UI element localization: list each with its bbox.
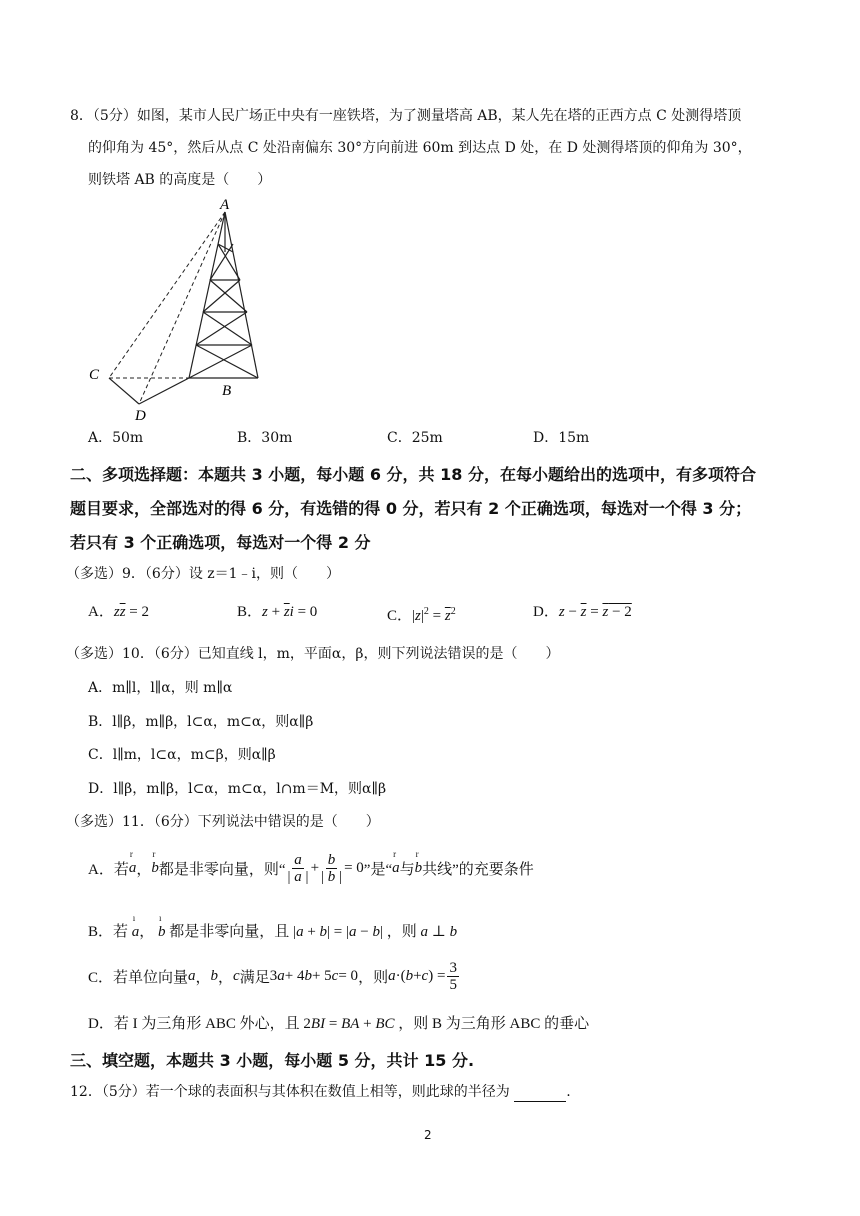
tower-figure xyxy=(80,192,280,424)
q10-option-b: B．l∥β，m∥β，l⊂α，m⊂α，则α∥β xyxy=(88,714,314,730)
q10-stem: （多选）10．（6分）已知直线 l，m，平面α，β，则下列说法错误的是（ ） xyxy=(66,646,560,662)
q11-option-a: A．若 r a ， r b 都是非零向量，则“ $\frac{a}{| a |}$ + $\frac{b}{| b |}$ = 0 ”是“ r a 与 r b 共线”的充要条件 xyxy=(88,848,534,885)
section2-heading-line2: 题目要求，全部选对的得 6 分，有选错的得 0 分，若只有 2 个正确选项，每选对一个得 3 分； xyxy=(70,499,752,518)
section2-heading-line3: 若只有 3 个正确选项，每选对一个得 2 分 xyxy=(70,533,371,552)
q11-c-mid2: ，则 xyxy=(358,969,389,986)
q8-stem-line2: 的仰角为 45°，然后从点 C 处沿南偏东 30°方向前进 60m 到达点 D 处，在 D 处测得塔顶的仰角为 30°， xyxy=(88,140,752,156)
q10-option-a: A．m∥l，l∥α，则 m∥α xyxy=(88,680,233,696)
q11-c-prefix: C．若单位向量 xyxy=(88,969,189,986)
q8-stem-line1: 8．（5分）如图，某市人民广场正中央有一座铁塔，为了测量塔高 AB，某人先在塔的正西方点 C 处测得塔顶 xyxy=(70,108,742,124)
q12-answer-blank[interactable] xyxy=(514,1087,566,1102)
q9-option-d: D．$z - \overline{z} = z - 2$ xyxy=(533,604,632,620)
q11-d-prefix: D．若 I 为三角形 ABC 外心，且 xyxy=(88,1016,300,1032)
page-number: 2 xyxy=(424,1128,432,1142)
q10-option-c: C．l∥m，l⊂α，m⊂β，则α∥β xyxy=(88,747,276,763)
q11-a-prefix: A．若 xyxy=(88,861,129,878)
q8-option-a: A．50m xyxy=(88,430,144,446)
q11-b-prefix: B．若 xyxy=(88,924,129,940)
q9-stem: （多选）9．（6分）设 z＝1﹣i，则（ ） xyxy=(66,566,341,582)
q9-option-c-label: C． xyxy=(387,608,413,624)
q8-option-b: B．30m xyxy=(237,430,293,446)
section2-heading-line1: 二、多项选择题：本题共 3 小题，每小题 6 分，共 18 分，在每小题给出的选项中，有多项符合 xyxy=(70,465,756,484)
q11-b-mid2: ，则 xyxy=(386,924,417,940)
q11-a-mid2: ”是“ xyxy=(363,861,393,878)
q11-stem: （多选）11．（6分）下列说法中错误的是（ ） xyxy=(66,814,380,830)
q9-option-d-label: D． xyxy=(533,604,559,620)
q11-option-c: C．若单位向量 a ， b ， c 满足 3 a + 4 b + 5 c = 0 ，则 a ·( b + c ) = $\frac{3}{5}$ xyxy=(88,959,457,993)
q8-stem-line3: 则铁塔 AB 的高度是（ ） xyxy=(88,172,272,188)
q11-a-mid3: 与 xyxy=(399,861,415,878)
q11-c-mid1: 满足 xyxy=(239,969,270,986)
q11-option-b: B．若 ı a， ı b 都是非零向量，且 |a + b| = |a − b| ，则 a ⊥ b xyxy=(88,913,458,940)
q12-end: . xyxy=(566,1084,571,1100)
q12-stem-text: 12．（5分）若一个球的表面积与其体积在数值上相等，则此球的半径为 xyxy=(70,1084,510,1100)
q9-option-a-label: A． xyxy=(88,604,114,620)
section3-heading: 三、填空题，本题共 3 小题，每小题 5 分，共计 15 分. xyxy=(70,1051,475,1070)
q9-option-c: C．$|z|^2 = \overline{z}^2$ xyxy=(387,606,456,624)
q9-option-b: B．$z + \overline{z}i = 0$ xyxy=(237,604,318,620)
figure-label-d: D xyxy=(135,408,146,424)
q9-option-a: A．$z\overline{z} = 2$ xyxy=(88,604,149,620)
q11-d-suffix: ，则 B 为三角形 ABC 的垂心 xyxy=(398,1016,590,1032)
q8-option-d: D．15m xyxy=(533,430,590,446)
q11-a-suffix: 共线”的充要条件 xyxy=(422,861,534,878)
q9-option-b-label: B． xyxy=(237,604,263,620)
q11-option-d: D．若 I 为三角形 ABC 外心，且 2BI = BA + BC ，则 B 为三角形 ABC 的垂心 xyxy=(88,1016,590,1032)
figure-label-c: C xyxy=(89,367,100,383)
figure-label-b: B xyxy=(222,383,232,399)
q12-stem xyxy=(70,1082,571,1102)
q11-a-mid1: 都是非零向量，则“ xyxy=(158,861,286,878)
q8-option-c: C．25m xyxy=(387,430,443,446)
figure-label-a: A xyxy=(220,197,230,213)
q11-b-mid1: 都是非零向量，且 xyxy=(169,924,290,940)
q10-option-d: D．l∥β，m∥β，l⊂α，m⊂α，l∩m＝M，则α∥β xyxy=(88,781,387,797)
